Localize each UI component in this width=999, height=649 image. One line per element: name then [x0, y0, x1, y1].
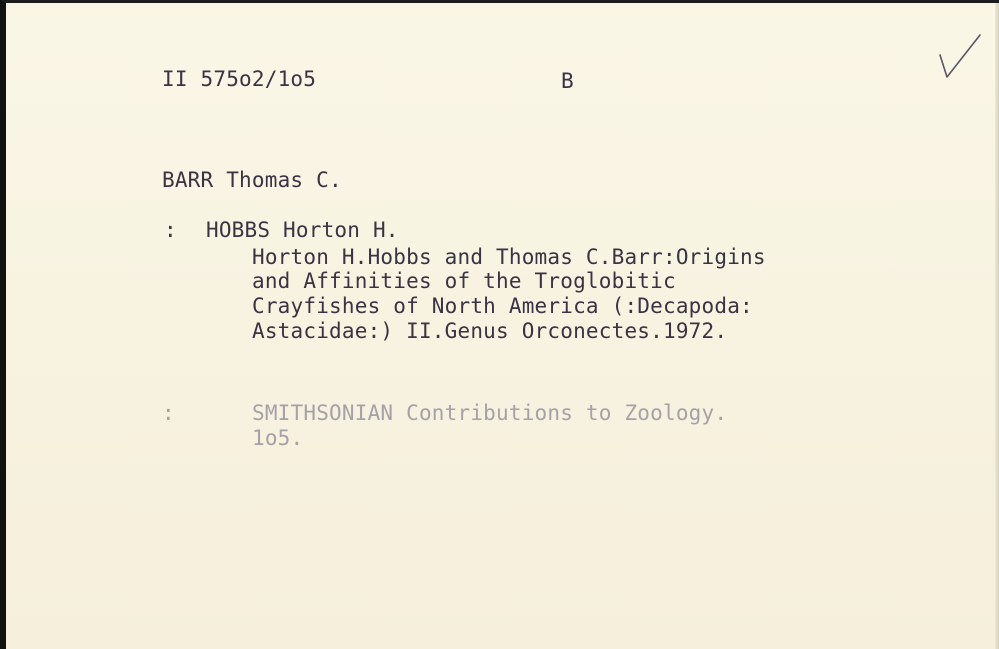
series-line: SMITHSONIAN Contributions to Zoology. [252, 401, 728, 425]
title-line: Astacidae:) II.Genus Orconectes.1972. [252, 319, 728, 343]
series-marker: : [162, 401, 175, 425]
title-line: Horton H.Hobbs and Thomas C.Barr:Origins [252, 245, 766, 269]
added-entry: HOBBS Horton H. [206, 218, 399, 242]
title-line: and Affinities of the Troglobitic [252, 269, 676, 293]
call-number: II 575o2/1o5 [162, 67, 317, 91]
main-entry: BARR Thomas C. [162, 168, 342, 192]
series-line: 1o5. [252, 426, 304, 450]
title-line: Crayfishes of North America (:Decapoda: [252, 294, 753, 318]
check-mark-icon [934, 33, 986, 83]
location-code: B [561, 69, 574, 93]
added-entry-marker: : [164, 218, 177, 242]
